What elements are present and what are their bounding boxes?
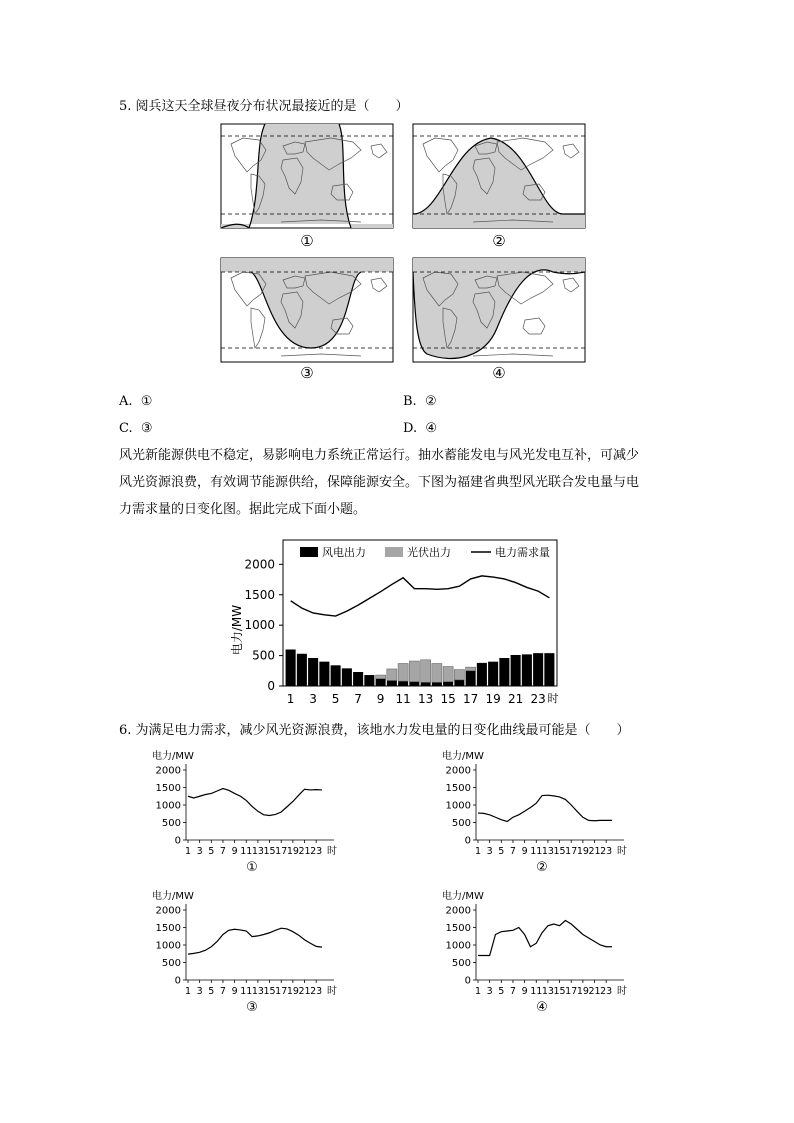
wind-bar (364, 675, 374, 686)
small-x-tick-label: 21 (588, 846, 601, 857)
legend-solar-swatch (385, 547, 403, 557)
solar-bar (398, 663, 408, 681)
small-y-tick-label: 2000 (155, 905, 181, 917)
wind-bar (533, 653, 543, 686)
small-x-tick-label: 15 (263, 986, 276, 997)
wind-bar (331, 665, 341, 686)
wind-bar (522, 654, 532, 686)
small-x-axis-label: 时 (617, 846, 627, 857)
small-x-tick-label: 19 (286, 986, 299, 997)
small-x-tick-label: 5 (208, 846, 215, 857)
legend-wind-swatch (300, 547, 318, 557)
small-x-axis-label: 时 (617, 986, 627, 997)
solar-bar (443, 667, 453, 682)
small-x-tick-label: 23 (600, 986, 613, 997)
small-x-tick-label: 17 (565, 986, 578, 997)
small-y-tick-label: 2000 (445, 765, 471, 777)
small-y-tick-label: 1000 (155, 940, 181, 952)
option-c: C. ③ (119, 421, 153, 436)
map-1 (221, 124, 393, 228)
map-label-4: ④ (492, 364, 506, 382)
x-tick-label: 7 (354, 692, 362, 706)
wind-bar (409, 682, 419, 686)
small-x-tick-label: 15 (553, 986, 566, 997)
x-tick-label: 19 (485, 692, 501, 706)
small-x-tick-label: 3 (486, 846, 493, 857)
wind-bar (376, 679, 386, 686)
small-x-tick-label: 21 (298, 986, 311, 997)
small-chart-label: ③ (246, 1000, 258, 1015)
small-x-tick-label: 9 (231, 986, 238, 997)
small-x-tick-label: 19 (286, 846, 299, 857)
small-x-tick-label: 11 (530, 986, 543, 997)
x-tick-label: 9 (376, 692, 385, 706)
small-x-tick-label: 21 (298, 846, 311, 857)
small-x-tick-label: 11 (530, 846, 543, 857)
small-y-tick-label: 1500 (155, 923, 181, 934)
small-chart-label: ④ (536, 1000, 548, 1015)
x-tick-label: 11 (395, 692, 411, 706)
wind-bar (466, 671, 476, 686)
main-chart (225, 530, 570, 710)
small-x-tick-label: 13 (251, 846, 264, 857)
wind-bar (477, 663, 487, 686)
small-chart-2 (440, 745, 630, 875)
wind-bar (443, 682, 453, 686)
small-y-tick-label: 1500 (155, 783, 181, 794)
map-label-1: ① (300, 232, 314, 250)
small-x-tick-label: 23 (310, 986, 323, 997)
small-x-tick-label: 9 (521, 986, 528, 997)
small-x-tick-label: 5 (498, 846, 505, 857)
small-x-tick-label: 9 (231, 846, 238, 857)
small-x-tick-label: 21 (588, 986, 601, 997)
small-y-tick-label: 500 (161, 818, 181, 829)
small-x-tick-label: 1 (474, 846, 482, 857)
small-x-tick-label: 3 (486, 986, 493, 997)
y-tick-label: 2000 (244, 557, 275, 572)
small-y-tick-label: 500 (451, 818, 471, 829)
small-x-axis-label: 时 (327, 986, 337, 997)
option-b: B. ② (403, 394, 437, 409)
small-x-tick-label: 11 (240, 846, 253, 857)
small-y-tick-label: 2000 (155, 765, 181, 777)
wind-bar (511, 655, 521, 686)
wind-bar (286, 650, 296, 687)
passage (119, 442, 679, 523)
small-chart-line (478, 795, 612, 821)
small-y-tick-label: 500 (161, 958, 181, 969)
map-2 (413, 124, 585, 228)
main-chart-ylabel: 电力/MW (230, 604, 244, 656)
small-y-tick-label: 1000 (445, 940, 471, 952)
x-tick-label: 5 (331, 692, 340, 706)
x-tick-label: 23 (530, 692, 546, 706)
small-x-tick-label: 17 (565, 846, 578, 857)
wind-bar (342, 668, 352, 686)
x-tick-label: 13 (417, 692, 434, 706)
wind-bar (432, 682, 442, 686)
x-axis-label: 时 (547, 692, 559, 705)
small-x-tick-label: 11 (240, 986, 253, 997)
small-x-tick-label: 7 (219, 986, 226, 997)
small-y-tick-label: 2000 (445, 905, 471, 917)
map-label-2: ② (492, 232, 506, 250)
small-x-tick-label: 7 (219, 846, 226, 857)
small-chart-label: ② (536, 860, 548, 875)
small-chart-ylabel: 电力/MW (152, 751, 194, 762)
small-y-tick-label: 1000 (155, 800, 181, 812)
small-chart-4 (440, 885, 630, 1015)
small-chart-ylabel: 电力/MW (152, 891, 194, 902)
small-y-tick-label: 0 (174, 835, 181, 847)
y-tick-label: 500 (252, 648, 275, 663)
small-y-tick-label: 0 (464, 975, 471, 987)
small-chart-ylabel: 电力/MW (442, 751, 484, 762)
small-x-tick-label: 1 (184, 846, 192, 857)
small-x-tick-label: 19 (576, 846, 589, 857)
passage-line-3: 力需求量的日变化图。据此完成下面小题。 (119, 502, 367, 517)
small-y-tick-label: 0 (464, 835, 471, 847)
solar-bar (421, 660, 431, 683)
x-tick-label: 21 (507, 692, 524, 706)
small-chart-label: ① (246, 860, 258, 875)
legend-demand: 电力需求量 (495, 546, 550, 559)
option-d: D. ④ (403, 421, 438, 436)
wind-bar (319, 662, 329, 686)
small-x-tick-label: 13 (541, 846, 554, 857)
q5-stem: 5. 阅兵这天全球昼夜分布状况最接近的是（ ） (119, 99, 409, 114)
q5-maps (215, 120, 595, 390)
small-x-tick-label: 13 (251, 986, 264, 997)
map-3 (221, 258, 393, 362)
map-label-3: ③ (300, 364, 314, 382)
small-x-tick-label: 7 (509, 986, 516, 997)
x-tick-label: 17 (462, 692, 479, 706)
small-x-tick-label: 1 (184, 986, 192, 997)
x-tick-label: 15 (440, 692, 456, 706)
small-y-tick-label: 1000 (445, 800, 471, 812)
small-x-tick-label: 7 (509, 846, 516, 857)
x-tick-label: 1 (286, 692, 295, 706)
solar-bar (466, 667, 476, 671)
small-x-tick-label: 5 (498, 986, 505, 997)
small-y-tick-label: 500 (451, 958, 471, 969)
small-y-tick-label: 0 (174, 975, 181, 987)
small-x-tick-label: 23 (600, 846, 613, 857)
small-x-tick-label: 3 (196, 986, 203, 997)
small-x-tick-label: 17 (275, 846, 288, 857)
solar-bar (387, 669, 397, 681)
solar-bar (376, 675, 386, 679)
small-chart-line (188, 928, 322, 954)
wind-bar (308, 658, 318, 686)
wind-bar (488, 662, 498, 686)
small-x-tick-label: 9 (521, 846, 528, 857)
small-y-tick-label: 1500 (445, 783, 471, 794)
small-chart-1 (150, 745, 340, 875)
small-chart-line (188, 789, 322, 816)
small-x-tick-label: 15 (263, 846, 276, 857)
legend-wind: 风电出力 (322, 546, 366, 559)
solar-bar (454, 670, 464, 680)
small-x-tick-label: 5 (208, 986, 215, 997)
passage-line-2: 风光资源浪费，有效调节能源供给，保障能源安全。下图为福建省典型风光联合发电量与电 (119, 475, 640, 490)
small-x-tick-label: 17 (275, 986, 288, 997)
x-tick-label: 3 (309, 692, 317, 706)
wind-bar (353, 672, 363, 686)
solar-bar (432, 663, 442, 682)
small-x-tick-label: 3 (196, 846, 203, 857)
small-x-tick-label: 19 (576, 986, 589, 997)
small-chart-3 (150, 885, 340, 1015)
wind-bar (544, 653, 554, 686)
map-4 (413, 258, 585, 362)
legend-solar: 光伏出力 (407, 546, 451, 559)
small-x-tick-label: 15 (553, 846, 566, 857)
solar-bar (409, 661, 419, 682)
wind-bar (398, 681, 408, 686)
passage-line-1: 风光新能源供电不稳定，易影响电力系统正常运行。抽水蓄能发电与风光发电互补，可减少 (119, 448, 640, 463)
small-chart-ylabel: 电力/MW (442, 891, 484, 902)
wind-bar (454, 680, 464, 686)
small-x-tick-label: 1 (474, 986, 482, 997)
y-tick-label: 0 (267, 679, 275, 693)
wind-bar (297, 654, 307, 686)
option-a: A. ① (119, 394, 153, 409)
small-y-tick-label: 1500 (445, 923, 471, 934)
y-tick-label: 1500 (244, 587, 275, 602)
small-x-axis-label: 时 (327, 846, 337, 857)
wind-bar (421, 682, 431, 686)
y-tick-label: 1000 (244, 618, 275, 633)
q6-stem: 6. 为满足电力需求，减少风光资源浪费，该地水力发电量的日变化曲线最可能是（ ） (119, 723, 630, 738)
wind-bar (499, 658, 509, 686)
small-x-tick-label: 13 (541, 986, 554, 997)
small-x-tick-label: 23 (310, 846, 323, 857)
wind-bar (387, 681, 397, 686)
small-chart-line (478, 921, 612, 956)
